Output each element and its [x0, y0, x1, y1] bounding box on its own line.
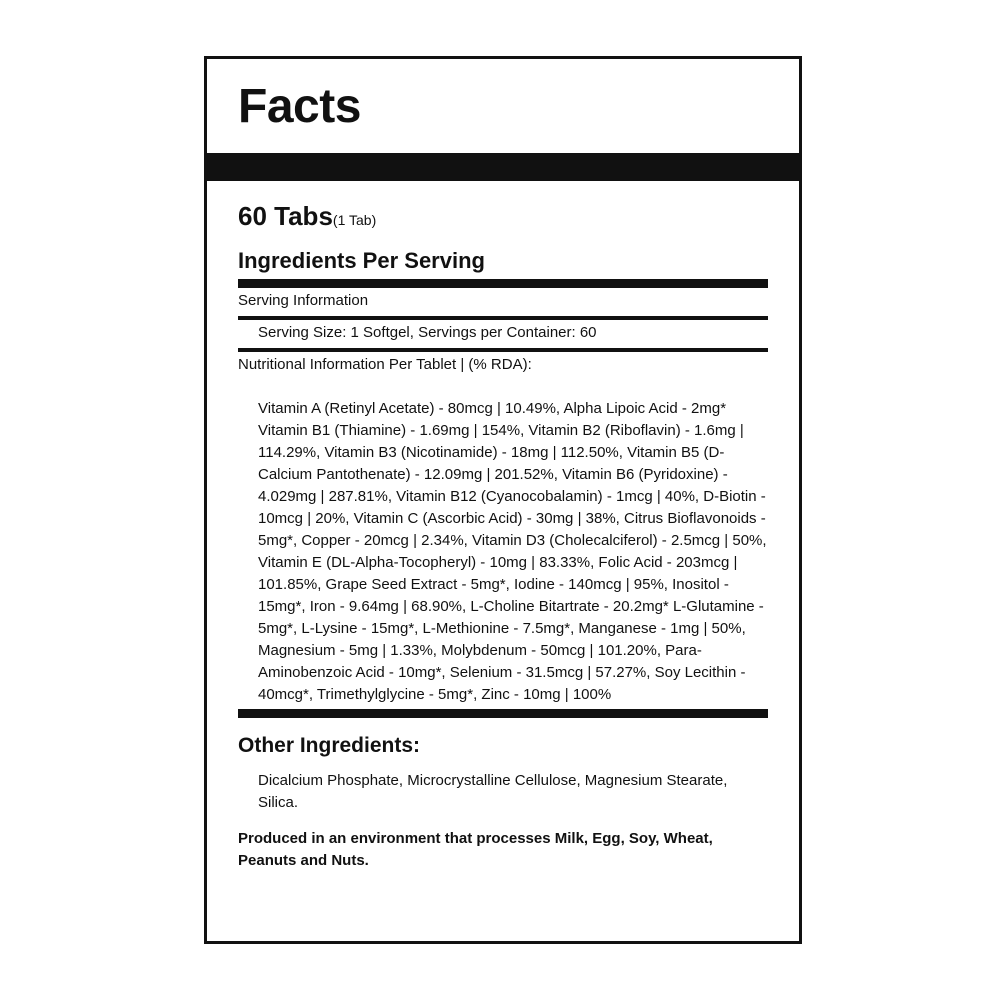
page-title: Facts: [238, 80, 361, 133]
supplement-facts-panel: [204, 56, 802, 944]
other-ingredients-text: Dicalcium Phosphate, Microcrystalline Cellulose, Magnesium Stearate, Silica.: [258, 772, 728, 811]
tab-count-value: 60 Tabs: [238, 201, 333, 231]
facts-body: [207, 201, 799, 872]
ingredients-heading: Ingredients Per Serving: [238, 248, 485, 273]
title-divider-bar: [207, 153, 799, 181]
tab-count: [238, 201, 768, 235]
other-ingredients-heading: Other Ingredients:: [238, 734, 421, 757]
allergen-statement: Produced in an environment that processes Milk, Egg, Soy, Wheat, Peanuts and Nuts.: [238, 830, 713, 869]
vitamins-divider: [238, 709, 768, 718]
title-section: [207, 59, 799, 153]
serving-information-label: Serving Information: [238, 292, 369, 309]
per-serving-note: (1 Tab): [332, 212, 377, 228]
nutrition-info-label: Nutritional Information Per Tablet | (% RDA):: [238, 356, 532, 373]
serving-size-text: Serving Size: 1 Softgel, Servings per Container: 60: [258, 324, 597, 341]
vitamins-list: Vitamin A (Retinyl Acetate) - 80mcg | 10.49%, Alpha Lipoic Acid - 2mg* Vitamin B1 (Thiamine) - 1.69mg | 154%, Vitamin B2 (Riboflavin) - 1.6mg | 114.29%, Vitamin B3 (Nicotinamide) - 18mg | 112.50%, Vitamin B5 (D-Calcium Pantothenate) - 12.09mg | 201.52%, Vitamin B6 (Pyridoxine) - 4.029mg | 287.81%, Vitamin B12 (Cyanocobalamin) - 1mcg | 40%, D-Biotin - 10mcg | 20%, Vitamin C (Ascorbic Acid) - 30mg | 38%, Citrus Bioflavonoids - 5mg*, Copper - 20mcg | 2.34%, Vitamin D3 (Cholecalciferol) - 2.5mcg | 50%, Vitamin E (DL-Alpha-Tocopheryl) - 10mg | 83.33%, Folic Acid - 203mcg | 101.85%, Grape Seed Extract - 5mg*, Iodine - 140mcg | 95%, Inositol - 15mg*, Iron - 9.64mg | 68.90%, L-Choline Bitartrate - 20.2mg* L-Glutamine - 5mg*, L-Lysine - 15mg*, L-Methionine - 7.5mg*, Manganese - 1mg | 50%, Magnesium - 5mg | 1.33%, Molybdenum - 50mcg | 101.20%, Para-Aminobenzoic Acid - 10mg*, Selenium - 31.5mcg | 57.27%, Soy Lecithin - 40mcg*, Trimethylglycine - 5mg*, Zinc - 10mg | 100%: [258, 400, 767, 703]
heading-divider: [238, 279, 768, 288]
